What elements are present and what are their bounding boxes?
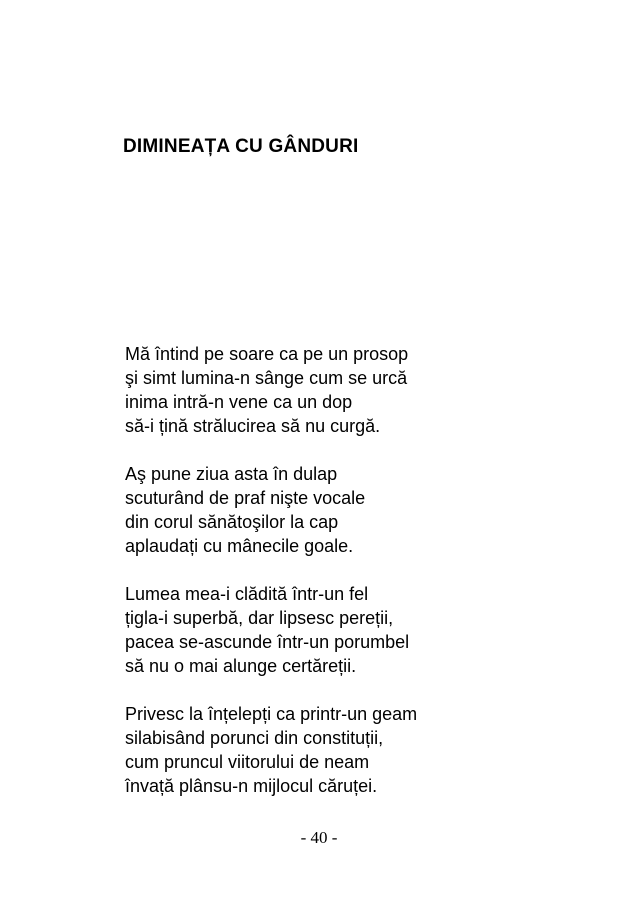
- page-number: - 40 -: [300, 828, 338, 847]
- stanza-4: [125, 702, 545, 798]
- poem-line: Aş pune ziua asta în dulap: [125, 464, 338, 484]
- poem-line: scuturând de praf nişte vocale: [125, 488, 366, 508]
- poem-line: țigla-i superbă, dar lipsesc pereții,: [125, 608, 394, 628]
- poem-title: DIMINEAȚA CU GÂNDURI: [123, 136, 359, 157]
- stanza-3: [125, 582, 545, 678]
- poem-line: silabisând porunci din constituții,: [125, 728, 384, 748]
- poem-line: din corul sănătoşilor la cap: [125, 512, 339, 532]
- poem-line: Privesc la înțelepți ca printr-un geam: [125, 704, 418, 724]
- stanza-2: [125, 462, 545, 558]
- poem-line: Mă întind pe soare ca pe un prosop: [125, 344, 409, 364]
- poem-line: şi simt lumina-n sânge cum se urcă: [125, 368, 408, 388]
- poem-line: învață plânsu-n mijlocul căruței.: [125, 776, 378, 796]
- poem-line: cum pruncul viitorului de neam: [125, 752, 370, 772]
- poem-line: să-i țină strălucirea să nu curgă.: [125, 416, 381, 436]
- stanza-1: [125, 342, 545, 438]
- poem-line: Lumea mea-i clădită într-un fel: [125, 584, 369, 604]
- poem-line: pacea se-ascunde într-un porumbel: [125, 632, 410, 652]
- poem-line: să nu o mai alunge certăreții.: [125, 656, 357, 676]
- poem-body: [125, 342, 545, 822]
- poem-line: inima intră-n vene ca un dop: [125, 392, 353, 412]
- poem-line: aplaudați cu mânecile goale.: [125, 536, 354, 556]
